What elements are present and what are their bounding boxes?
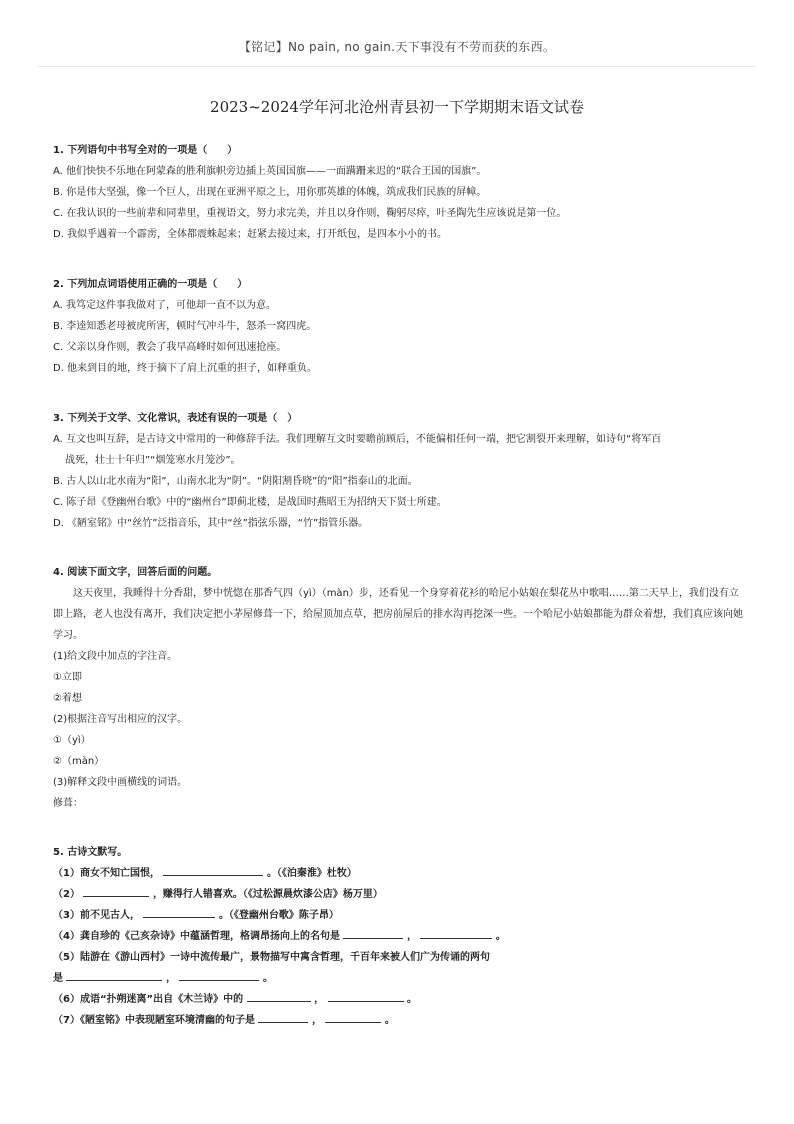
question-stem: 3. 下列关于文学、文化常识，表述有误的一项是（ ）: [53, 413, 298, 424]
answer-blank[interactable]: [66, 968, 162, 981]
answer-blank[interactable]: [343, 926, 403, 939]
poem-text: （1）商女不知亡国恨，: [53, 868, 160, 879]
answer-blank[interactable]: [163, 863, 263, 876]
poem-text: （6）成语“扑朔迷离”出自《木兰诗》中的: [53, 994, 244, 1005]
header-divider: [38, 66, 756, 67]
poem-text: ，赚得行人错喜欢。（《过松源晨炊漆公店》杨万里）: [152, 889, 383, 900]
question-stem: 1. 下列语句中书写全对的一项是（ ）: [53, 145, 238, 156]
poem-text: 。: [407, 994, 418, 1005]
answer-blank[interactable]: [83, 884, 149, 897]
header-motto: 【铭记】No pain, no gain.天下事没有不劳而获的东西。: [238, 40, 556, 54]
poem-text: （7）《陋室铭》中表现陋室环境清幽的句子是: [53, 1015, 255, 1026]
option-d: D. 我似乎遇着一个霹雳，全体都震蛛起来；赶紧去接过来，打开纸包，是四本小小的书。: [53, 229, 448, 240]
question-stem: 4. 阅读下面文字，回答后面的问题。: [53, 567, 218, 578]
option-b: B. 古人以山北水南为“阳”，山南水北为“阴”。“阴阳割昏晓”的“阳”指泰山的北面。: [53, 476, 418, 487]
poem-text: （2）: [53, 889, 80, 900]
answer-blank[interactable]: [328, 989, 404, 1002]
poem-text: 。（《泊秦淮》杜牧）: [266, 868, 357, 879]
poem-text: ，: [406, 931, 417, 942]
answer-blank[interactable]: [179, 968, 259, 981]
poem-text: （3）前不见古人，: [53, 910, 140, 921]
answer-blank[interactable]: [325, 1010, 381, 1023]
poem-text: ，: [311, 1015, 322, 1026]
question-2: [53, 274, 743, 379]
answer-blank[interactable]: [143, 905, 215, 918]
option-b: B. 你是伟大坚强，像一个巨人，出现在亚洲平原之上，用你那英雄的体魄，筑成我们民族的屏幛。: [53, 187, 487, 198]
question-5: [53, 842, 743, 1031]
sub-question-1: (1)给文段中加点的字注音。: [53, 651, 178, 662]
option-d: D. 《陋室铭》中“丝竹”泛指音乐，其中“丝”指弦乐器，“竹”指管乐器。: [53, 518, 369, 529]
poem-text: 。: [384, 1015, 395, 1026]
poem-line-4: [53, 926, 743, 947]
option-c: C. 在我认识的一些前辈和同辈里，重视语文，努力求完美，并且以身作则，鞠躬尽瘁，叶圣陶先生应该说是第一位。: [53, 208, 567, 219]
poem-text: 。: [262, 973, 273, 984]
option-c: C. 父亲以身作则，教会了我早高峰时如何迅速抢座。: [53, 342, 287, 353]
sub-item: ②（màn）: [53, 756, 105, 767]
sub-item: 修葺：: [53, 798, 83, 809]
sub-question-3: (3)解释文段中画横线的词语。: [53, 777, 188, 788]
sub-item: ①（yì）: [53, 735, 91, 746]
option-d: D. 他来到目的地，终于摘下了肩上沉重的担子，如释重负。: [53, 363, 318, 374]
question-3: [53, 408, 743, 534]
option-a-continued: 战死，壮士十年归”“烟笼寒水月笼沙”。: [65, 455, 241, 466]
question-4: [53, 562, 743, 814]
reading-passage: 这天夜里，我睡得十分香甜，梦中恍惚在那香气四（yì）（màn）步，还看见一个身穿着花衫的哈尼小姑娘在梨花丛中歌唱……第二天早上，我们没有立即上路，老人也没有离开，我们决定把小茅屋修葺一下，给屋顶加点草，把房前屋后的排水沟再挖深一些。一个哈尼小姑娘都能为群众着想，我们真应该向她学习。: [53, 588, 743, 641]
answer-blank[interactable]: [247, 989, 311, 1002]
page-title: 2023~2024学年河北沧州青县初一下学期期末语文试卷: [210, 98, 584, 116]
option-a: A. 我笃定这件事我做对了，可他却一直不以为意。: [53, 300, 277, 311]
poem-text: （4）龚自珍的《己亥杂诗》中蕴涵哲理，格调昂扬向上的名句是: [53, 931, 340, 942]
sub-item: ①立即: [53, 672, 82, 683]
poem-line-5-continued: [53, 968, 743, 989]
poem-line-2: [53, 884, 743, 905]
poem-text: （5）陆游在《游山西村》一诗中流传最广，景物描写中寓含哲理，千百年来被人们广为传诵的两句: [53, 952, 490, 963]
option-b: B. 李逵知悉老母被虎所害，顿时气冲斗牛，怒杀一窝四虎。: [53, 321, 317, 332]
answer-blank[interactable]: [258, 1010, 308, 1023]
sub-item: ②着想: [53, 693, 82, 704]
poem-text: 。（《登幽州台歌》陈子昂）: [218, 910, 339, 921]
answer-blank[interactable]: [420, 926, 492, 939]
poem-text: ，: [314, 994, 325, 1005]
question-stem: 2. 下列加点词语使用正确的一项是（ ）: [53, 279, 248, 290]
poem-text: 。: [495, 931, 506, 942]
question-1: [53, 140, 743, 245]
poem-text: ，: [165, 973, 176, 984]
poem-line-5: [53, 947, 743, 968]
option-a: A. 互文也叫互辞，是古诗文中常用的一种修辞手法。我们理解互文时要瞻前顾后，不能偏相任何一端，把它割裂开来理解，如诗句“将军百: [53, 434, 662, 445]
option-a: A. 他们快快不乐地在阿蒙森的胜利旗帜旁边插上英国国旗——一面蹒跚来迟的“联合王国的国旗”。: [53, 166, 487, 177]
option-c: C. 陈子昂《登幽州台歌》中的“幽州台”即蓟北楼，是战国时燕昭王为招纳天下贤士所建。: [53, 497, 447, 508]
poem-line-7: [53, 1010, 743, 1031]
sub-question-2: (2)根据注音写出相应的汉字。: [53, 714, 188, 725]
poem-line-1: [53, 863, 743, 884]
poem-line-6: [53, 989, 743, 1010]
poem-text: 是: [53, 973, 63, 984]
poem-line-3: [53, 905, 743, 926]
question-stem: 5. 古诗文默写。: [53, 847, 128, 858]
